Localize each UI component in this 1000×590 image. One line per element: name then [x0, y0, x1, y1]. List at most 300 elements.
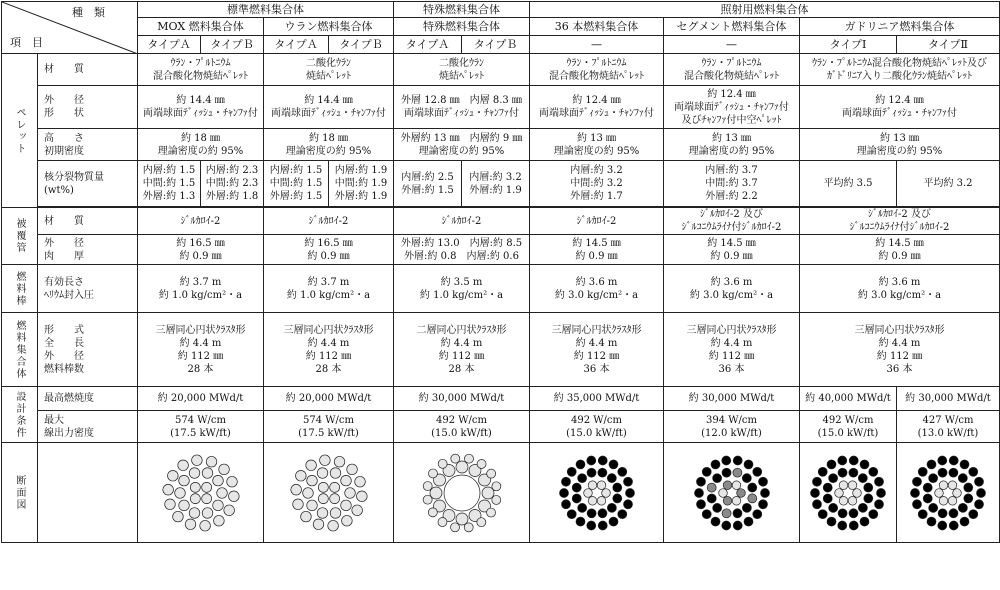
fuel-rod — [939, 496, 948, 505]
burnup-gd-2: 約 30,000 MWd/t — [897, 387, 1000, 411]
fuel-rod — [201, 482, 211, 492]
fuel-rod — [577, 473, 586, 482]
fuel-rod — [838, 456, 847, 465]
fuel-rod — [607, 473, 616, 482]
cross-section-36-drawing — [557, 453, 637, 533]
cross-section-gd-2 — [897, 443, 1000, 543]
clad-dims-gd: 約 14.5 ㎜ 約 0.9 ㎜ — [800, 235, 1000, 265]
fuel-rod — [572, 483, 581, 492]
fissile-gd-2: 平均約 3.2 — [897, 161, 1000, 207]
cross-section-segment-drawing — [692, 453, 772, 533]
fuel-rod — [829, 503, 838, 512]
fuel-rod — [167, 470, 178, 481]
pellet-height-gd: 約 13 ㎜ 理論密度の約 95% — [800, 129, 1000, 161]
type-mox-a: タイプＡ — [138, 36, 201, 54]
assembly-36: 三層同心円状ｸﾗｽﾀ形 約 4.4 m 約 112 ㎜ 36 本 — [530, 313, 664, 387]
fuel-rod — [949, 520, 958, 529]
fuel-rod — [977, 488, 986, 497]
fuel-rod — [319, 454, 330, 465]
fuel-rod — [969, 509, 978, 518]
assembly-uran: 三層同心円状ｸﾗｽﾀ形 約 4.4 m 約 112 ㎜ 28 本 — [264, 313, 394, 387]
fuel-rod — [723, 496, 732, 505]
fuel-rod — [848, 480, 857, 489]
fuel-rod — [864, 493, 873, 502]
fuel-rod — [223, 504, 234, 515]
fuel-rod — [858, 503, 867, 512]
label-clad-material: 材 質 — [38, 208, 138, 235]
label-rod: 有効長さ ﾍﾘｳﾑ封入圧 — [38, 265, 138, 313]
fuel-rod — [477, 459, 486, 468]
fuel-rod — [423, 481, 432, 490]
assembly-mox: 三層同心円状ｸﾗｽﾀ形 約 4.4 m 約 112 ㎜ 28 本 — [138, 313, 264, 387]
section-cross: 断面図 — [2, 443, 38, 543]
label-pellet-material: 材 質 — [38, 54, 138, 86]
clad-material-gd: ｼﾞﾙｶﾛｲ-2 及び ｼﾞﾙｺﾆｳﾑﾗｲﾅ付ｼﾞﾙｶﾛｲ-2 — [800, 208, 1000, 235]
fuel-rod — [949, 508, 958, 517]
fuel-rod — [849, 508, 858, 517]
fuel-rod — [707, 493, 716, 502]
fuel-rod — [948, 480, 957, 489]
fuel-rod — [829, 473, 838, 482]
fuel-rod — [732, 480, 741, 489]
rod-mox: 約 3.7 m 約 1.0 kg/cm²・a — [138, 265, 264, 313]
fuel-rod — [752, 467, 761, 476]
fuel-rod — [292, 498, 303, 509]
clad-material-segment: ｼﾞﾙｶﾛｲ-2 及び ｼﾞﾙｺﾆｳﾑﾗｲﾅ付ｼﾞﾙｶﾛｲ-2 — [664, 208, 800, 235]
fuel-rod — [839, 496, 848, 505]
clad-material-special: ｼﾞﾙｶﾛｲ-2 — [394, 208, 530, 235]
fuel-rod — [329, 493, 339, 503]
fuel-rod — [722, 508, 731, 517]
fuel-rod — [712, 503, 721, 512]
fuel-rod — [721, 456, 730, 465]
fissile-segment: 内層:約 3.7 中間:約 3.7 外層:約 2.2 — [664, 161, 800, 207]
cross-section-36 — [530, 443, 664, 543]
pellet-outer-36: 約 12.4 ㎜ 両端球面ﾃﾞｨｯｼｭ・ﾁｬﾝﾌｧ付 — [530, 86, 664, 129]
fuel-rod — [923, 483, 932, 492]
fuel-rod — [958, 473, 967, 482]
fuel-rod — [346, 464, 357, 475]
pellet-material-36: ｳﾗﾝ・ﾌﾟﾙﾄﾆｳﾑ 混合酸化物焼結ﾍﾟﾚｯﾄ — [530, 54, 664, 86]
fuel-rod — [812, 499, 821, 508]
burnup-mox: 約 20,000 MWd/t — [138, 387, 264, 411]
fuel-rod — [964, 493, 973, 502]
table-corner-header — [2, 2, 138, 54]
corner-type-label: 種 類 — [72, 6, 105, 19]
clad-material-mox: ｼﾞﾙｶﾛｲ-2 — [138, 208, 264, 235]
fuel-rod — [744, 459, 753, 468]
fuel-rod — [567, 509, 576, 518]
fuel-rod — [423, 495, 432, 504]
cross-section-uran — [264, 443, 394, 543]
label-pellet-height: 高 さ 初期密度 — [38, 129, 138, 161]
fuel-rod — [732, 468, 741, 477]
fuel-rod — [736, 488, 745, 497]
fuel-rod — [216, 487, 227, 498]
fuel-rod — [201, 493, 211, 503]
fuel-rod — [849, 468, 858, 477]
fuel-rod — [733, 520, 742, 529]
fuel-rod — [295, 470, 306, 481]
fuel-rod — [711, 517, 720, 526]
fuel-rod — [877, 488, 886, 497]
fuel-rod — [938, 468, 947, 477]
section-rod: 燃料棒 — [2, 265, 38, 313]
fuel-rod — [722, 468, 731, 477]
power-36: 492 W/cm (15.0 kW/ft) — [530, 411, 664, 443]
type-segment-dash: — — [664, 36, 800, 54]
fuel-rod — [305, 459, 316, 470]
fuel-rod — [356, 490, 367, 501]
pellet-outer-segment: 約 12.4 ㎜ 両端球面ﾃﾞｨｯｼｭ・ﾁｬﾝﾌｧ付 及びﾁｬﾝﾌｧ付中空ﾍﾟﾚｯﾄ — [664, 86, 800, 129]
fuel-rod — [318, 493, 328, 503]
fuel-rod — [958, 503, 967, 512]
power-uran: 574 W/cm (17.5 kW/ft) — [264, 411, 394, 443]
fuel-rod — [428, 507, 437, 516]
fuel-rod — [199, 520, 210, 531]
fissile-36: 内層:約 3.2 中間:約 3.2 外層:約 1.7 — [530, 161, 664, 207]
fuel-rod — [918, 467, 927, 476]
fuel-rod — [329, 482, 339, 492]
fuel-rod — [491, 495, 500, 504]
fuel-rod — [228, 490, 239, 501]
fuel-rod — [696, 477, 705, 486]
cross-section-special — [394, 443, 530, 543]
fuel-rod — [612, 493, 621, 502]
fuel-rod — [561, 499, 570, 508]
rod-36: 約 3.6 m 約 3.0 kg/cm²・a — [530, 265, 664, 313]
fuel-rod — [609, 459, 618, 468]
fuel-rod — [612, 483, 621, 492]
fuel-rod — [912, 477, 921, 486]
subgroup-36: 36 本燃料集合体 — [530, 18, 664, 36]
fuel-rod — [835, 488, 844, 497]
assembly-gd: 三層同心円状ｸﾗｽﾀ形 約 4.4 m 約 112 ㎜ 36 本 — [800, 313, 1000, 387]
corner-item-label: 項 目 — [10, 36, 43, 49]
fuel-rod — [577, 503, 586, 512]
fuel-rod — [964, 483, 973, 492]
fuel-rod — [617, 467, 626, 476]
fuel-rod — [923, 493, 932, 502]
label-burnup: 最高燃焼度 — [38, 387, 138, 411]
fissile-uran-a: 内層:約 1.5 中間:約 1.5 外層:約 1.5 — [264, 161, 329, 207]
cross-section-mox — [138, 443, 264, 543]
fuel-rod — [823, 483, 832, 492]
fuel-rod — [929, 503, 938, 512]
fuel-rod — [938, 508, 947, 517]
type-uran-b: タイプＢ — [329, 36, 394, 54]
fuel-rod — [164, 498, 175, 509]
rod-gd: 約 3.6 m 約 3.0 kg/cm²・a — [800, 265, 1000, 313]
rod-segment: 約 3.6 m 約 3.0 kg/cm²・a — [664, 265, 800, 313]
burnup-gd-1: 約 40,000 MWd/t — [800, 387, 897, 411]
fuel-rod — [586, 520, 595, 529]
fuel-rod — [839, 480, 848, 489]
fuel-rod — [953, 488, 962, 497]
fuel-rod — [567, 467, 576, 476]
fuel-rod — [939, 480, 948, 489]
assembly-special: 二層同心円状ｸﾗｽﾀ形 約 4.4 m 約 112 ㎜ 28 本 — [394, 313, 530, 387]
pellet-material-special: 二酸化ｳﾗﾝ 焼結ﾍﾟﾚｯﾄ — [394, 54, 530, 86]
subgroup-special: 特殊燃料集合体 — [394, 18, 530, 36]
fuel-rod — [476, 517, 485, 526]
fuel-rod — [742, 503, 751, 512]
fuel-rod — [733, 456, 742, 465]
fuel-rod — [747, 483, 756, 492]
burnup-uran: 約 20,000 MWd/t — [264, 387, 394, 411]
fuel-rod — [572, 493, 581, 502]
fuel-rod — [318, 482, 328, 492]
pellet-outer-gd: 約 12.4 ㎜ 両端球面ﾃﾞｨｯｼｭ・ﾁｬﾝﾌｧ付 — [800, 86, 1000, 129]
fuel-rod — [912, 499, 921, 508]
subgroup-segment: セグメント燃料集合体 — [664, 18, 800, 36]
fuel-rod — [609, 517, 618, 526]
fuel-rod — [949, 468, 958, 477]
fuel-rod — [576, 459, 585, 468]
fissile-uran-b: 内層:約 1.9 中間:約 1.9 外層:約 1.9 — [329, 161, 394, 207]
rod-special: 約 3.5 m 約 1.0 kg/cm²・a — [394, 265, 530, 313]
fuel-rod — [723, 480, 732, 489]
burnup-special: 約 30,000 MWd/t — [394, 387, 530, 411]
label-pellet-outer: 外 径 形 状 — [38, 86, 138, 129]
fuel-rod — [218, 464, 229, 475]
fuel-rod — [948, 496, 957, 505]
fuel-rod — [848, 496, 857, 505]
fuel-rod — [827, 517, 836, 526]
pellet-height-mox: 約 18 ㎜ 理論密度の約 95% — [138, 129, 264, 161]
clad-dims-36: 約 14.5 ㎜ 約 0.9 ㎜ — [530, 235, 664, 265]
fuel-rod — [849, 456, 858, 465]
fuel-rod — [588, 496, 597, 505]
fuel-rod — [334, 456, 345, 467]
fuel-rod — [213, 515, 224, 526]
fuel-rod — [491, 481, 500, 490]
clad-dims-segment: 約 14.5 ㎜ 約 0.9 ㎜ — [664, 235, 800, 265]
label-clad-dims: 外 径 肉 厚 — [38, 235, 138, 265]
label-assembly: 形 式 全 長 外 径 燃料棒数 — [38, 313, 138, 387]
fuel-rod — [327, 520, 338, 531]
subgroup-mox: MOX 燃料集合体 — [138, 18, 264, 36]
fuel-rod — [827, 459, 836, 468]
fuel-rod — [464, 454, 473, 463]
fuel-rod — [869, 467, 878, 476]
fuel-rod — [742, 473, 751, 482]
fissile-gd-1: 平均約 3.5 — [800, 161, 897, 207]
fuel-rod — [313, 518, 324, 529]
subgroup-gadolinia: ガドリニア燃料集合体 — [800, 18, 1000, 36]
assembly-segment: 三層同心円状ｸﾗｽﾀ形 約 4.4 m 約 112 ㎜ 36 本 — [664, 313, 800, 387]
fuel-rod — [696, 499, 705, 508]
fuel-rod — [561, 477, 570, 486]
fuel-rod — [694, 488, 703, 497]
cross-section-mox-drawing — [161, 453, 241, 533]
section-cladding: 被覆管 — [2, 208, 38, 265]
fuel-rod — [911, 488, 920, 497]
fuel-rod — [949, 456, 958, 465]
type-special-b: タイプＢ — [462, 36, 530, 54]
cross-section-gd-1 — [800, 443, 897, 543]
group-irradiation: 照射用燃料集合体 — [530, 2, 1000, 18]
fuel-rod — [960, 517, 969, 526]
type-uran-a: タイプＡ — [264, 36, 329, 54]
fuel-rod — [838, 468, 847, 477]
fuel-rod — [190, 493, 200, 503]
fuel-rod — [330, 507, 341, 518]
fuel-rod — [340, 475, 351, 486]
fuel-rod — [340, 500, 351, 511]
fissile-special-b: 内層:約 3.2 外層:約 1.9 — [462, 161, 530, 207]
fuel-assembly-spec-table — [1, 1, 1000, 543]
fuel-rod — [597, 508, 606, 517]
pellet-outer-mox: 約 14.4 ㎜ 両端球面ﾃﾞｨｯｼｭ・ﾁｬﾝﾌｧ付 — [138, 86, 264, 129]
pellet-outer-uran: 約 14.4 ㎜ 両端球面ﾃﾞｨｯｼｭ・ﾁｬﾝﾌｧ付 — [264, 86, 394, 129]
fuel-rod — [306, 475, 317, 486]
pellet-material-uran: 二酸化ｳﾗﾝ 焼結ﾍﾟﾚｯﾄ — [264, 54, 394, 86]
fuel-rod — [623, 477, 632, 486]
pellet-outer-special: 外層 12.8 ㎜ 内層 8.3 ㎜ 両端球面ﾃﾞｨｯｼｭ・ﾁｬﾝﾌｧ付 — [394, 86, 530, 129]
cross-section-segment — [664, 443, 800, 543]
fuel-rod — [918, 509, 927, 518]
power-mox: 574 W/cm (17.5 kW/ft) — [138, 411, 264, 443]
fuel-rod — [354, 476, 365, 487]
fuel-rod — [598, 456, 607, 465]
fuel-rod — [212, 475, 223, 486]
pellet-material-gd: ｳﾗﾝ・ﾌﾟﾙﾄﾆｳﾑ混合酸化物焼結ﾍﾟﾚｯﾄ及び ｶﾞﾄﾞﾘﾆｱ入り二酸化ｳﾗﾝ焼結ﾍﾟﾚｯﾄ — [800, 54, 1000, 86]
fuel-rod — [818, 509, 827, 518]
section-assembly: 燃料集合体 — [2, 313, 38, 387]
fuel-rod — [351, 504, 362, 515]
fuel-rod — [712, 473, 721, 482]
fuel-rod — [823, 493, 832, 502]
fuel-rod — [290, 484, 301, 495]
fissile-special-a: 内層:約 2.5 外層:約 1.5 — [394, 161, 462, 207]
fuel-rod — [178, 475, 189, 486]
fuel-rod — [860, 517, 869, 526]
cross-section-uran-drawing — [289, 453, 369, 533]
fuel-rod — [960, 459, 969, 468]
fuel-rod — [617, 509, 626, 518]
fuel-rod — [587, 468, 596, 477]
fuel-rod — [838, 520, 847, 529]
fuel-rod — [226, 476, 237, 487]
pellet-height-uran: 約 18 ㎜ 理論密度の約 95% — [264, 129, 394, 161]
fuel-rod — [732, 496, 741, 505]
type-36-dash: — — [530, 36, 664, 54]
fuel-rod — [758, 477, 767, 486]
fuel-rod — [732, 508, 741, 517]
group-special: 特殊燃料集合体 — [394, 2, 530, 18]
fuel-rod — [576, 517, 585, 526]
fuel-rod — [811, 488, 820, 497]
fuel-rod — [838, 508, 847, 517]
fuel-rod — [760, 488, 769, 497]
fuel-rod — [935, 488, 944, 497]
fuel-rod — [206, 456, 217, 467]
fuel-rod — [597, 480, 606, 489]
fuel-rod — [927, 459, 936, 468]
group-standard: 標準燃料集合体 — [138, 2, 394, 18]
fuel-rod — [598, 520, 607, 529]
fuel-rod — [875, 499, 884, 508]
fuel-rod — [975, 499, 984, 508]
fuel-rod — [486, 508, 495, 517]
type-mox-b: タイプＢ — [201, 36, 264, 54]
fuel-rod — [189, 507, 200, 518]
clad-dims-mox: 約 16.5 ㎜ 約 0.9 ㎜ — [138, 235, 264, 265]
fuel-rod — [869, 509, 878, 518]
fuel-rod — [486, 469, 495, 478]
fuel-rod — [191, 454, 202, 465]
fuel-rod — [752, 509, 761, 518]
fuel-rod — [172, 511, 183, 522]
fuel-rod — [177, 459, 188, 470]
section-pellet: ペレット — [2, 54, 38, 208]
fuel-rod — [623, 499, 632, 508]
clad-dims-special: 外層:約 13.0 内層:約 8.5 外層:約 0.8 内層:約 0.6 — [394, 235, 530, 265]
fuel-rod — [587, 508, 596, 517]
fuel-rod — [818, 467, 827, 476]
rod-uran: 約 3.7 m 約 1.0 kg/cm²・a — [264, 265, 394, 313]
fuel-rod — [588, 480, 597, 489]
type-special-a: タイプＡ — [394, 36, 462, 54]
central-hole — [444, 475, 480, 511]
pellet-material-mox: ｳﾗﾝ・ﾌﾟﾙﾄﾆｳﾑ 混合酸化物焼結ﾍﾟﾚｯﾄ — [138, 54, 264, 86]
fuel-rod — [174, 487, 185, 498]
fuel-rod — [849, 520, 858, 529]
fuel-rod — [330, 467, 341, 478]
fuel-rod — [758, 499, 767, 508]
fuel-rod — [718, 488, 727, 497]
fissile-mox-a: 内層:約 1.5 中間:約 1.5 外層:約 1.3 — [138, 161, 201, 207]
fuel-rod — [306, 500, 317, 511]
type-gd-1: タイプⅠ — [800, 36, 897, 54]
fuel-rod — [858, 473, 867, 482]
fuel-rod — [744, 517, 753, 526]
fuel-rod — [559, 488, 568, 497]
fuel-rod — [438, 459, 447, 468]
fuel-rod — [607, 503, 616, 512]
fuel-rod — [178, 500, 189, 511]
fuel-rod — [202, 507, 213, 518]
fuel-rod — [711, 459, 720, 468]
fuel-rod — [702, 509, 711, 518]
label-fissile: 核分裂物質量 (wt%) — [38, 161, 138, 207]
fuel-rod — [212, 500, 223, 511]
fuel-rod — [190, 482, 200, 492]
fuel-rod — [812, 477, 821, 486]
fuel-rod — [317, 467, 328, 478]
fuel-rod — [597, 468, 606, 477]
fuel-rod — [597, 496, 606, 505]
clad-material-36: ｼﾞﾙｶﾛｲ-2 — [530, 208, 664, 235]
fuel-rod — [464, 522, 473, 531]
fuel-rod — [860, 459, 869, 468]
power-special: 492 W/cm (15.0 kW/ft) — [394, 411, 530, 443]
fuel-rod — [707, 483, 716, 492]
fuel-rod — [969, 467, 978, 476]
burnup-36: 約 35,000 MWd/t — [530, 387, 664, 411]
fuel-rod — [450, 454, 459, 463]
type-gd-2: タイプⅡ — [897, 36, 1000, 54]
fuel-rod — [185, 518, 196, 529]
fuel-rod — [875, 477, 884, 486]
clad-dims-uran: 約 16.5 ㎜ 約 0.9 ㎜ — [264, 235, 394, 265]
label-power: 最大 線出力密度 — [38, 411, 138, 443]
power-gd-1: 492 W/cm (15.0 kW/ft) — [800, 411, 897, 443]
pellet-material-segment: ｳﾗﾝ・ﾌﾟﾙﾄﾆｳﾑ 混合酸化物焼結ﾍﾟﾚｯﾄ — [664, 54, 800, 86]
power-segment: 394 W/cm (12.0 kW/ft) — [664, 411, 800, 443]
fuel-rod — [302, 487, 313, 498]
